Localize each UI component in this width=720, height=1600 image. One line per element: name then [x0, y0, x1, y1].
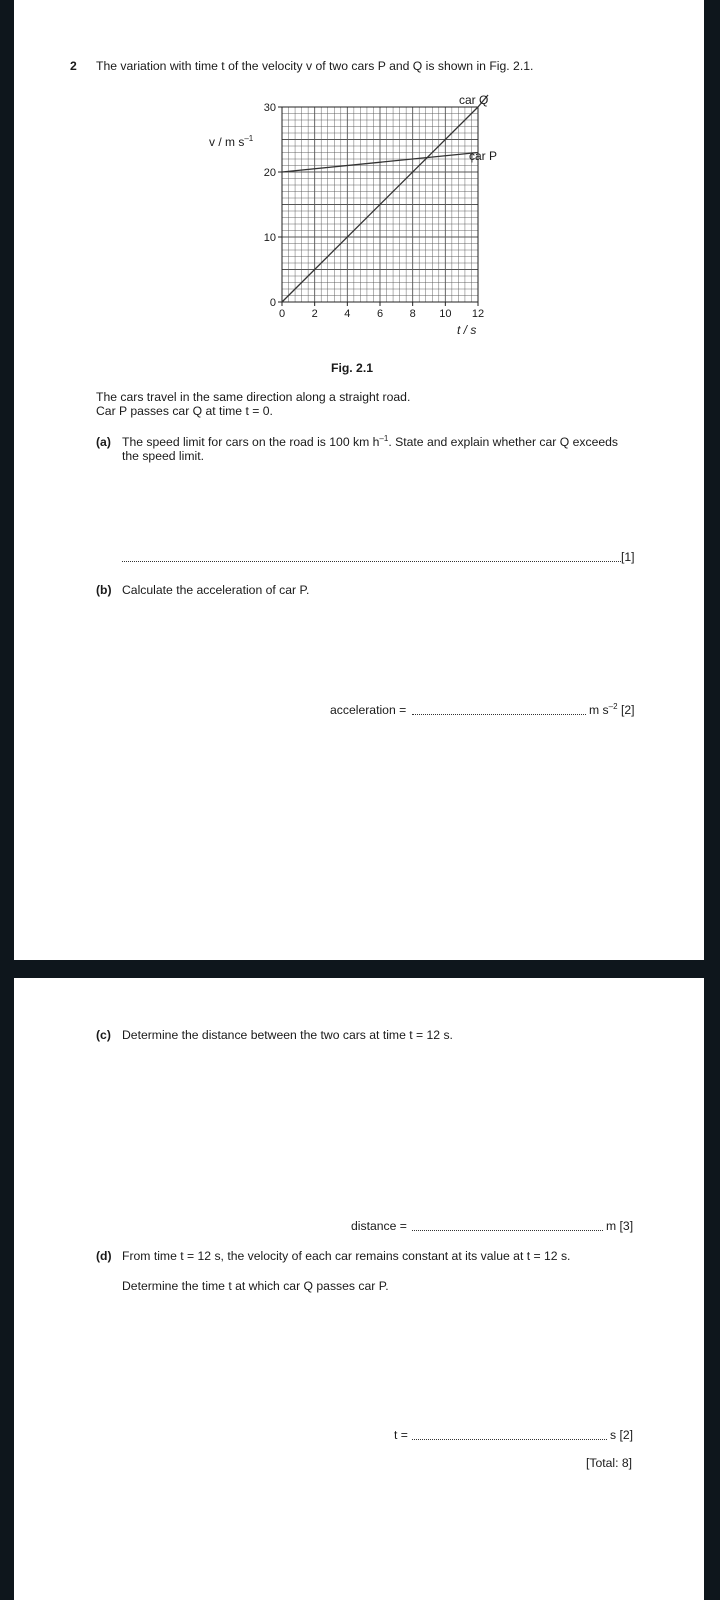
x-axis-label: t / s	[457, 323, 477, 337]
x-tick-label: 12	[471, 308, 485, 320]
y-tick-label: 20	[263, 167, 276, 179]
part-b-text: Calculate the acceleration of car P.	[122, 583, 310, 597]
part-c-text: Determine the distance between the two cars at time t = 12 s.	[122, 1028, 453, 1042]
exam-page-2	[14, 978, 704, 1600]
question-intro: The variation with time t of the velocity v of two cars P and Q is shown in Fig. 2.1.	[96, 59, 534, 73]
part-c-label: (c)	[96, 1028, 111, 1042]
y-axis-label: v / m $s^{-1}$	[209, 134, 254, 149]
part-a-answer-line[interactable]	[122, 561, 621, 562]
part-d-text: From time t = 12 s, the velocity of each car remains constant at its value at t = 12 s.	[122, 1249, 571, 1263]
part-a-text: The speed limit for cars on the road is 100 km $h^{-1}$. State and explain whether car Q exceeds	[122, 433, 618, 449]
part-d-label: (d)	[96, 1249, 112, 1263]
context-line-1: The cars travel in the same direction along a straight road.	[96, 390, 411, 404]
x-tick-label: 6	[376, 308, 384, 320]
part-a-label: (a)	[96, 435, 111, 449]
y-tick-label: 30	[263, 102, 276, 114]
exam-page-1	[14, 0, 704, 960]
x-tick-label: 2	[311, 308, 318, 320]
x-tick-label: 8	[409, 308, 416, 320]
y-tick-label: 10	[263, 232, 276, 244]
velocity-time-graph	[14, 90, 704, 360]
part-b-answer-line[interactable]	[412, 714, 586, 715]
x-tick-label: 0	[278, 308, 286, 320]
x-tick-label: 10	[439, 308, 452, 320]
part-d-question: Determine the time t at which car Q passes car P.	[122, 1279, 389, 1293]
part-d-unit-marks: s [2]	[610, 1428, 634, 1442]
part-a-text-continued: the speed limit.	[122, 449, 204, 463]
part-d-answer-line[interactable]	[412, 1439, 607, 1440]
context-line-2: Car P passes car Q at time t = 0.	[96, 404, 273, 418]
question-number: 2	[70, 59, 77, 73]
car-q-label: car Q	[459, 93, 489, 107]
part-c-unit-marks: m [3]	[606, 1219, 634, 1233]
total-marks: [Total: 8]	[586, 1456, 633, 1470]
part-b-answer-label: acceleration =	[330, 703, 407, 717]
figure-caption: Fig. 2.1	[331, 361, 373, 375]
car-p-label: car P	[469, 149, 498, 163]
part-a-marks: [1]	[621, 550, 635, 564]
part-d-answer-label: t =	[394, 1428, 408, 1442]
part-b-unit-marks: m $s^{-2}$ [2]	[589, 701, 635, 717]
x-tick-label: 4	[344, 308, 351, 320]
y-tick-label: 0	[269, 297, 276, 309]
graph-series	[282, 95, 488, 302]
part-c-answer-line[interactable]	[412, 1230, 603, 1231]
part-c-answer-label: distance =	[351, 1219, 407, 1233]
part-b-label: (b)	[96, 583, 112, 597]
